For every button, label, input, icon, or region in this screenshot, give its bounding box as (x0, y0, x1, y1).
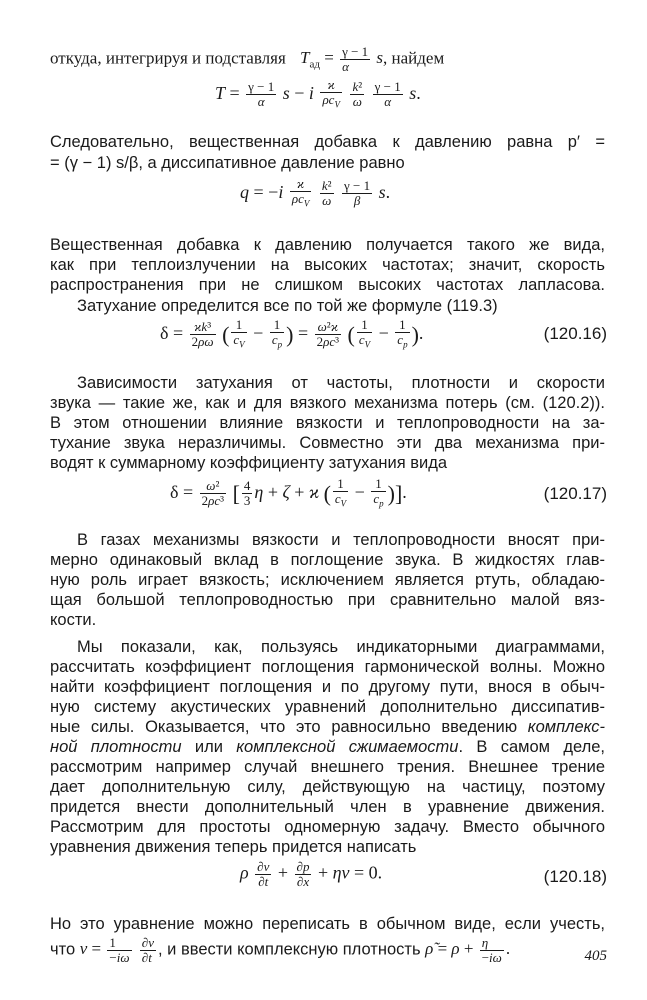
equation-number: (120.18) (543, 867, 607, 886)
text-line: придется внести дополнительный член в уравнение движения. (50, 798, 605, 816)
formula-T-ad: $T_{ад}$ = $\frac{\gamma - 1}{\alpha}$ s (300, 44, 384, 74)
text-line: ной плотности или комплексной сжимаемости. В самом деле, (50, 738, 605, 756)
page-number: 405 (584, 948, 607, 964)
text-line: как при теплоизлучении на высоких частотах; значит, скорость (50, 256, 605, 274)
text-line: щая большой теплопроводностью при сравнительно малой вяз- (50, 591, 605, 609)
formula-delta-1: δ = $\frac{\text{ϰk³}}{2\rho\omega}$ ( $\frac{1}{c_V}$ − $\frac{1}{c_p}$ ) = $\frac{\text{ω²ϰ}}{\text{2ρc³}}$ ( $\frac{1}{c_V}$ − $\frac{1}{c_p}$ ). (160, 317, 424, 350)
text-line: что v = $\frac{1}{-i\omega}$ $\frac{\partial v}{\partial t}$ , и ввести комплексную плотность ρ̃ = ρ + $\frac{\eta}{-i\omega}$ . (50, 935, 511, 965)
text-line: Рассмотрим для простоты одномерную задачу. Вместо обычного (50, 818, 605, 836)
text-line: Затухание определится все по той же формуле (119.3) (77, 297, 498, 315)
formula-T: T = $\frac{\gamma - 1}{\alpha}$ s − i $\frac{ϰ}{\rho c_V}$ $\frac{\text{k²}}{\omega}$ $\frac{\gamma - 1}{\alpha}$ s. (215, 77, 421, 110)
text-line: В газах механизмы вязкости и теплопроводности вносят при- (77, 531, 605, 549)
text-line: мерно одинаковый вклад в поглощение звука. В жидкостях глав- (50, 551, 605, 569)
text-line: Следовательно, вещественная добавка к давлению равна p′ = (50, 133, 605, 151)
formula-q: q = −i $\frac{ϰ}{\rho c_V}$ $\frac{\text{k²}}{\omega}$ $\frac{\gamma - 1}{\beta}$ s. (240, 176, 391, 209)
text-line: = (γ − 1) s/β, а диссипативное давление равно (50, 154, 405, 172)
text-line: кости. (50, 611, 97, 629)
text-line: откуда, интегрируя и подставляя $T_{ад}$ = $\frac{\gamma - 1}{\alpha}$ s, найдем (50, 44, 445, 74)
text-line: В этом отношении влияние вязкости и теплопроводности на за- (50, 414, 605, 432)
formula-delta-2: δ = $\frac{\text{ω²}}{\text{2ρc³}}$ [ $\frac{4}{3}$ η + ζ + ϰ ( $\frac{1}{c_V}$ − $\frac{1}{c_p}$ )]. (170, 476, 407, 509)
text-line: дает дополнительную силу, действующую на частицу, поэтому (50, 778, 605, 796)
text-line: рассмотрим например случай внешнего трения. Внешнее трение (50, 758, 605, 776)
text-line: ную систему акустических уравнений дополнительно диссипатив- (50, 698, 605, 716)
text-line: ную роль играет вязкость; исключением является ртуть, обладаю- (50, 571, 605, 589)
text-line: рассчитать коэффициент поглощения гармонической волны. Можно (50, 658, 605, 676)
text-line: уравнения движения теперь придется написать (50, 838, 417, 856)
equation-number: (120.16) (543, 324, 607, 343)
formula-v: v = $\frac{1}{-i\omega}$ $\frac{\partial v}{\partial t}$ (79, 935, 154, 965)
text-line: Зависимости затухания от частоты, плотности и скорости (77, 374, 605, 392)
text-line: Мы показали, как, пользуясь индикаторными диаграммами, (77, 638, 605, 656)
formula-motion: ρ $\frac{\partial v}{\partial t}$ + $\frac{\partial p}{\partial x}$ + ηv = 0. (240, 859, 383, 889)
text-line: ные силы. Оказывается, что это равносильно введению комплекс- (50, 718, 605, 736)
text-line: тухание звука неразличимы. Совместно эти два механизма при- (50, 434, 605, 452)
text-line: распространения при не слишком высоких частотах лапласова. (50, 276, 605, 294)
text-line: звука — такие же, как и для вязкого механизма потерь (см. (120.2)). (50, 394, 605, 412)
text-line: водят к суммарному коэффициенту затухания вида (50, 454, 448, 472)
text-line: найти коэффициент поглощения и по другому пути, внося в обыч- (50, 678, 605, 696)
formula-rho: ρ̃ = ρ + $\frac{\eta}{-i\omega}$ . (425, 935, 511, 965)
text-line: Но это уравнение можно переписать в обычном виде, если учесть, (50, 915, 605, 933)
equation-number: (120.17) (543, 484, 607, 503)
text-line: Вещественная добавка к давлению получается такого же вида, (50, 236, 605, 254)
